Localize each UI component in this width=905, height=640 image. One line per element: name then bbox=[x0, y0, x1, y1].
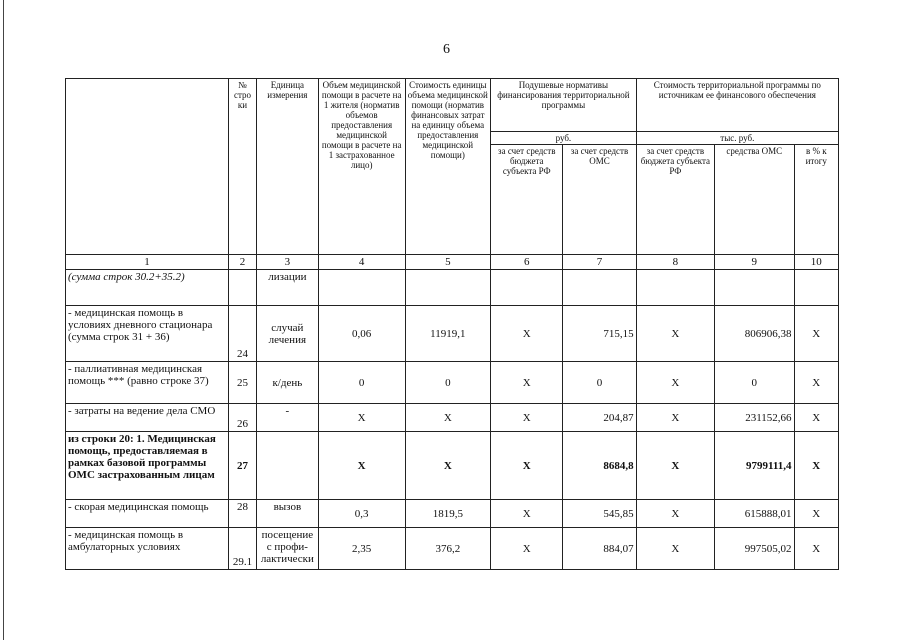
row-unit bbox=[256, 432, 318, 500]
row-oms-per-capita: 204,87 bbox=[563, 404, 636, 432]
row-percent: X bbox=[794, 306, 838, 362]
row-unit: к/день bbox=[256, 362, 318, 404]
row-oms-cost: 997505,02 bbox=[715, 528, 794, 570]
table-row bbox=[66, 528, 839, 570]
header-percent: в % к итогу bbox=[794, 145, 838, 255]
row-budget-cost bbox=[636, 270, 714, 306]
row-label: (сумма строк 30.2+35.2) bbox=[66, 270, 229, 306]
row-unit-cost: 11919,1 bbox=[405, 306, 491, 362]
table-row bbox=[66, 432, 839, 500]
row-oms-per-capita: 715,15 bbox=[563, 306, 636, 362]
left-margin-rule bbox=[3, 0, 4, 640]
row-budget-per-capita: X bbox=[491, 500, 563, 528]
column-number: 3 bbox=[256, 255, 318, 270]
row-oms-cost: 231152,66 bbox=[715, 404, 794, 432]
header-unit-rub: руб. bbox=[491, 132, 637, 145]
row-label: - скорая медицинская помощь bbox=[66, 500, 229, 528]
header-oms-per-capita: за счет средств ОМС bbox=[563, 145, 636, 255]
column-number-row bbox=[66, 255, 839, 270]
table-row bbox=[66, 306, 839, 362]
row-number: 27 bbox=[229, 432, 257, 500]
row-budget-cost: X bbox=[636, 362, 714, 404]
row-percent bbox=[794, 270, 838, 306]
row-budget-per-capita: X bbox=[491, 306, 563, 362]
row-number: 28 bbox=[229, 500, 257, 528]
header-cost-group: Стоимость территориальной программы по источникам ее финансового обеспечения bbox=[636, 79, 838, 132]
row-budget-per-capita bbox=[491, 270, 563, 306]
row-volume: 0,3 bbox=[318, 500, 405, 528]
row-oms-per-capita: 884,07 bbox=[563, 528, 636, 570]
row-unit: случай лечения bbox=[256, 306, 318, 362]
row-number: 24 bbox=[229, 306, 257, 362]
header-oms-cost: средства ОМС bbox=[715, 145, 794, 255]
row-unit-cost: X bbox=[405, 432, 491, 500]
row-budget-per-capita: X bbox=[491, 404, 563, 432]
header-per-capita-group: Подушевые нормативы финансирования территориальной программы bbox=[491, 79, 637, 132]
column-number: 2 bbox=[229, 255, 257, 270]
row-number: 26 bbox=[229, 404, 257, 432]
row-unit-cost: X bbox=[405, 404, 491, 432]
row-oms-per-capita: 545,85 bbox=[563, 500, 636, 528]
row-percent: X bbox=[794, 528, 838, 570]
row-volume bbox=[318, 270, 405, 306]
row-budget-cost: X bbox=[636, 528, 714, 570]
row-unit-cost: 0 bbox=[405, 362, 491, 404]
row-oms-cost: 0 bbox=[715, 362, 794, 404]
row-oms-per-capita: 0 bbox=[563, 362, 636, 404]
header-volume: Объем медицинской помощи в расчете на 1 жителя (норматив объемов предоставления медицинской помощи в расчете на 1 застрахованное лицо) bbox=[318, 79, 405, 255]
header-unit-thousand-rub: тыс. руб. bbox=[636, 132, 838, 145]
header-unit-cost: Стоимость единицы объема медицинской помощи (норматив финансовых затрат на единицу объема предоставления медицинской помощи) bbox=[405, 79, 491, 255]
row-unit: - bbox=[256, 404, 318, 432]
row-label: из строки 20: 1. Медицинская помощь, предоставляемая в рамках базовой программы ОМС застрахованным лицам bbox=[66, 432, 229, 500]
row-volume: 0 bbox=[318, 362, 405, 404]
row-oms-per-capita bbox=[563, 270, 636, 306]
row-number: 25 bbox=[229, 362, 257, 404]
row-budget-cost: X bbox=[636, 432, 714, 500]
column-number: 5 bbox=[405, 255, 491, 270]
row-budget-cost: X bbox=[636, 500, 714, 528]
column-number: 4 bbox=[318, 255, 405, 270]
row-number: 29.1 bbox=[229, 528, 257, 570]
header-label-column bbox=[66, 79, 229, 255]
row-percent: X bbox=[794, 404, 838, 432]
column-number: 8 bbox=[636, 255, 714, 270]
column-number: 1 bbox=[66, 255, 229, 270]
row-unit-cost: 376,2 bbox=[405, 528, 491, 570]
row-oms-per-capita: 8684,8 bbox=[563, 432, 636, 500]
row-label: - медицинская помощь в условиях дневного стационара (сумма строк 31 + 36) bbox=[66, 306, 229, 362]
row-label: - паллиативная медицинская помощь *** (равно строке 37) bbox=[66, 362, 229, 404]
column-number: 6 bbox=[491, 255, 563, 270]
row-unit: вызов bbox=[256, 500, 318, 528]
row-budget-cost: X bbox=[636, 306, 714, 362]
row-volume: X bbox=[318, 404, 405, 432]
row-number bbox=[229, 270, 257, 306]
row-unit-cost: 1819,5 bbox=[405, 500, 491, 528]
column-number: 7 bbox=[563, 255, 636, 270]
row-percent: X bbox=[794, 432, 838, 500]
column-number: 10 bbox=[794, 255, 838, 270]
table-row bbox=[66, 500, 839, 528]
table-row bbox=[66, 270, 839, 306]
row-budget-per-capita: X bbox=[491, 362, 563, 404]
row-unit: лизации bbox=[256, 270, 318, 306]
row-volume: 0,06 bbox=[318, 306, 405, 362]
row-budget-per-capita: X bbox=[491, 432, 563, 500]
row-unit-cost bbox=[405, 270, 491, 306]
row-oms-cost: 9799111,4 bbox=[715, 432, 794, 500]
row-percent: X bbox=[794, 362, 838, 404]
header-unit: Единица измерения bbox=[256, 79, 318, 255]
row-oms-cost bbox=[715, 270, 794, 306]
table-row bbox=[66, 404, 839, 432]
header-budget-cost: за счет средств бюджета субъекта РФ bbox=[636, 145, 714, 255]
program-cost-table bbox=[65, 78, 839, 570]
row-oms-cost: 806906,38 bbox=[715, 306, 794, 362]
row-budget-cost: X bbox=[636, 404, 714, 432]
header-row-number: № стро ки bbox=[229, 79, 257, 255]
row-unit: посещение с профи-лактически bbox=[256, 528, 318, 570]
row-label: - затраты на ведение дела СМО bbox=[66, 404, 229, 432]
table-row bbox=[66, 362, 839, 404]
row-volume: X bbox=[318, 432, 405, 500]
row-budget-per-capita: X bbox=[491, 528, 563, 570]
page-number: 6 bbox=[443, 42, 450, 57]
header-budget-per-capita: за счет средств бюджета субъекта РФ bbox=[491, 145, 563, 255]
row-label: - медицинская помощь в амбулаторных условиях bbox=[66, 528, 229, 570]
row-oms-cost: 615888,01 bbox=[715, 500, 794, 528]
row-volume: 2,35 bbox=[318, 528, 405, 570]
column-number: 9 bbox=[715, 255, 794, 270]
row-percent: X bbox=[794, 500, 838, 528]
